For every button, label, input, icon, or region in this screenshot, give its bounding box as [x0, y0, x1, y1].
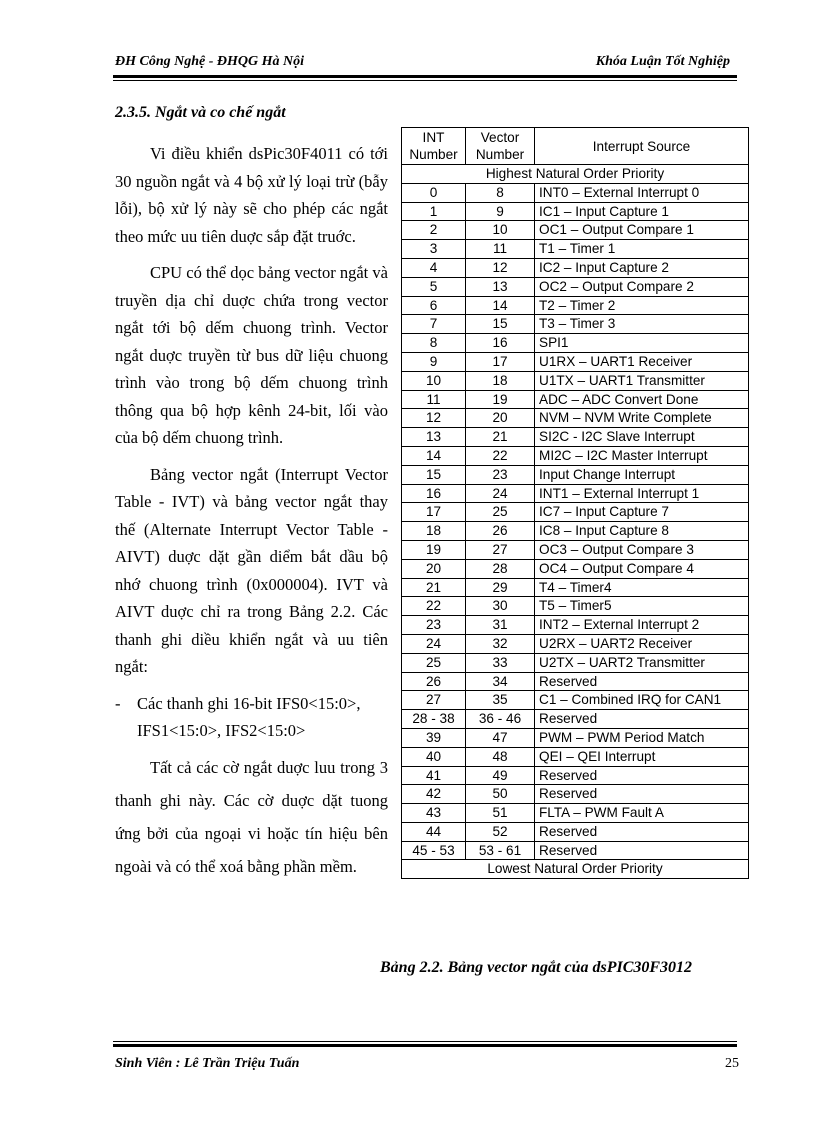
table-row — [402, 202, 749, 221]
table-row — [402, 428, 749, 447]
table-row — [402, 221, 749, 240]
int-number-cell: 0 — [402, 183, 466, 202]
highest-priority-label: Highest Natural Order Priority — [402, 165, 749, 184]
table-row — [402, 465, 749, 484]
vector-number-cell: 11 — [466, 240, 535, 259]
table-row — [402, 822, 749, 841]
vector-number-cell: 10 — [466, 221, 535, 240]
vector-number-cell: 25 — [466, 503, 535, 522]
section-title: 2.3.5. Ngắt và co chế ngắt — [115, 104, 286, 121]
interrupt-source-cell: ADC – ADC Convert Done — [535, 390, 749, 409]
list-dash: - — [115, 693, 121, 713]
int-number-cell: 4 — [402, 258, 466, 277]
table-row — [402, 653, 749, 672]
int-number-cell: 9 — [402, 352, 466, 371]
int-number-cell: 12 — [402, 409, 466, 428]
vector-number-cell: 35 — [466, 691, 535, 710]
int-number-cell: 43 — [402, 804, 466, 823]
lowest-priority-label: Lowest Natural Order Priority — [402, 860, 749, 879]
header-rule — [113, 75, 737, 78]
vector-number-cell: 26 — [466, 522, 535, 541]
table-row — [402, 728, 749, 747]
vector-number-cell: 32 — [466, 634, 535, 653]
header-rule-thin — [113, 80, 737, 81]
footer-rule — [113, 1044, 737, 1047]
interrupt-source-cell: MI2C – I2C Master Interrupt — [535, 446, 749, 465]
interrupt-source-cell: NVM – NVM Write Complete — [535, 409, 749, 428]
table-header-row — [402, 128, 749, 165]
int-number-cell: 28 - 38 — [402, 710, 466, 729]
footer-author: Sinh Viên : Lê Trần Triệu Tuấn — [115, 1056, 300, 1071]
int-number-cell: 41 — [402, 766, 466, 785]
interrupt-source-cell: T3 – Timer 3 — [535, 315, 749, 334]
vector-number-cell: 19 — [466, 390, 535, 409]
page-number: 25 — [725, 1056, 739, 1071]
interrupt-source-cell: Reserved — [535, 672, 749, 691]
table-row — [402, 334, 749, 353]
interrupt-source-cell: FLTA – PWM Fault A — [535, 804, 749, 823]
table-row — [402, 315, 749, 334]
int-number-cell: 24 — [402, 634, 466, 653]
int-number-cell: 11 — [402, 390, 466, 409]
vector-number-cell: 48 — [466, 747, 535, 766]
table-priority-top-row — [402, 165, 749, 184]
table-row — [402, 296, 749, 315]
table-row — [402, 616, 749, 635]
vector-number-cell: 13 — [466, 277, 535, 296]
int-number-cell: 20 — [402, 559, 466, 578]
header-vector-number: Vector Number — [466, 128, 535, 165]
table-row — [402, 540, 749, 559]
paragraph-1: Vi điều khiển dsPic30F4011 có tới 30 nguồn ngắt và 4 bộ xử lý loại trừ (bẫy lỗi), bộ xử lý này sẽ cho phép các ngắt theo mức uu tiên duợc sắp đặt truớc. — [115, 144, 388, 246]
table-row — [402, 672, 749, 691]
table-row — [402, 258, 749, 277]
vector-number-cell: 18 — [466, 371, 535, 390]
vector-number-cell: 22 — [466, 446, 535, 465]
int-number-cell: 22 — [402, 597, 466, 616]
table-caption: Bảng 2.2. Bảng vector ngắt của dsPIC30F3012 — [380, 959, 693, 976]
header-interrupt-source: Interrupt Source — [535, 128, 749, 165]
body-text — [115, 140, 388, 883]
table-row — [402, 277, 749, 296]
table-row — [402, 559, 749, 578]
int-number-cell: 42 — [402, 785, 466, 804]
vector-number-cell: 52 — [466, 822, 535, 841]
int-number-cell: 6 — [402, 296, 466, 315]
paragraph-2: CPU có thể dọc bảng vector ngắt và truyền dịa chỉ duợc chứa trong vector ngắt tới bộ dếm chuong trình. Vector ngắt duợc truyền từ bus dữ liệu chuong trình vào trong bộ dếm chuong trình thông qua bộ hợp kênh 24-bit, lối vào của bộ dếm chuong trình. — [115, 263, 388, 447]
vector-number-cell: 17 — [466, 352, 535, 371]
int-number-cell: 2 — [402, 221, 466, 240]
int-number-cell: 26 — [402, 672, 466, 691]
interrupt-source-cell: OC3 – Output Compare 3 — [535, 540, 749, 559]
vector-number-cell: 12 — [466, 258, 535, 277]
vector-number-cell: 50 — [466, 785, 535, 804]
interrupt-source-cell: U2TX – UART2 Transmitter — [535, 653, 749, 672]
interrupt-source-cell: IC7 – Input Capture 7 — [535, 503, 749, 522]
paragraph-4: Tất cả các cờ ngắt duợc luu trong 3 thanh ghi này. Các cờ duợc dặt tuong ứng bởi của ngoại vi hoặc tín hiệu bên ngoài và có thể xoá bằng phần mềm. — [115, 757, 388, 876]
table-row — [402, 240, 749, 259]
table-row — [402, 446, 749, 465]
interrupt-source-cell: Reserved — [535, 766, 749, 785]
vector-number-cell: 30 — [466, 597, 535, 616]
table-row — [402, 710, 749, 729]
int-number-cell: 44 — [402, 822, 466, 841]
interrupt-source-cell: C1 – Combined IRQ for CAN1 — [535, 691, 749, 710]
vector-number-cell: 49 — [466, 766, 535, 785]
int-number-cell: 13 — [402, 428, 466, 447]
table-row — [402, 578, 749, 597]
interrupt-source-cell: OC4 – Output Compare 4 — [535, 559, 749, 578]
interrupt-source-cell: T5 – Timer5 — [535, 597, 749, 616]
interrupt-source-cell: INT0 – External Interrupt 0 — [535, 183, 749, 202]
table-row — [402, 841, 749, 860]
vector-number-cell: 53 - 61 — [466, 841, 535, 860]
table-row — [402, 371, 749, 390]
interrupt-source-cell: T4 – Timer4 — [535, 578, 749, 597]
vector-number-cell: 28 — [466, 559, 535, 578]
int-number-cell: 1 — [402, 202, 466, 221]
int-number-cell: 10 — [402, 371, 466, 390]
interrupt-source-cell: Reserved — [535, 710, 749, 729]
interrupt-source-cell: U1TX – UART1 Transmitter — [535, 371, 749, 390]
table-row — [402, 390, 749, 409]
header-right-text: Khóa Luận Tốt Nghiệp — [595, 54, 730, 69]
table-row — [402, 183, 749, 202]
int-number-cell: 23 — [402, 616, 466, 635]
vector-number-cell: 20 — [466, 409, 535, 428]
interrupt-source-cell: U2RX – UART2 Receiver — [535, 634, 749, 653]
table-row — [402, 597, 749, 616]
interrupt-source-cell: Reserved — [535, 841, 749, 860]
int-number-cell: 45 - 53 — [402, 841, 466, 860]
interrupt-source-cell: INT2 – External Interrupt 2 — [535, 616, 749, 635]
vector-number-cell: 8 — [466, 183, 535, 202]
int-number-cell: 14 — [402, 446, 466, 465]
int-number-cell: 3 — [402, 240, 466, 259]
interrupt-source-cell: Reserved — [535, 822, 749, 841]
interrupt-source-cell: T2 – Timer 2 — [535, 296, 749, 315]
table-row — [402, 785, 749, 804]
vector-number-cell: 27 — [466, 540, 535, 559]
int-number-cell: 25 — [402, 653, 466, 672]
list-item-text: Các thanh ghi 16-bit IFS0<15:0>, IFS1<15:0>, IFS2<15:0> — [137, 693, 361, 740]
int-number-cell: 19 — [402, 540, 466, 559]
table-row — [402, 691, 749, 710]
interrupt-source-cell: Reserved — [535, 785, 749, 804]
vector-number-cell: 51 — [466, 804, 535, 823]
vector-number-cell: 31 — [466, 616, 535, 635]
interrupt-source-cell: IC8 – Input Capture 8 — [535, 522, 749, 541]
interrupt-source-cell: QEI – QEI Interrupt — [535, 747, 749, 766]
int-number-cell: 17 — [402, 503, 466, 522]
interrupt-source-cell: SPI1 — [535, 334, 749, 353]
interrupt-source-cell: PWM – PWM Period Match — [535, 728, 749, 747]
vector-number-cell: 33 — [466, 653, 535, 672]
int-number-cell: 8 — [402, 334, 466, 353]
interrupt-source-cell: IC2 – Input Capture 2 — [535, 258, 749, 277]
interrupt-source-cell: U1RX – UART1 Receiver — [535, 352, 749, 371]
interrupt-source-cell: IC1 – Input Capture 1 — [535, 202, 749, 221]
header-int-number: INT Number — [402, 128, 466, 165]
vector-number-cell: 29 — [466, 578, 535, 597]
interrupt-source-cell: T1 – Timer 1 — [535, 240, 749, 259]
vector-number-cell: 14 — [466, 296, 535, 315]
int-number-cell: 18 — [402, 522, 466, 541]
paragraph-3: Bảng vector ngắt (Interrupt Vector Table - IVT) và bảng vector ngắt thay thế (Alternate Interrupt Vector Table - AIVT) duợc dặt gần diểm bắt dầu bộ nhớ chuong trình (0x000004). IVT và AIVT duợc chỉ ra trong Bảng 2.2. Các thanh ghi diều khiển ngắt và uu tiên ngắt: — [115, 464, 388, 676]
vector-number-cell: 9 — [466, 202, 535, 221]
vector-number-cell: 47 — [466, 728, 535, 747]
table-row — [402, 766, 749, 785]
table-priority-bottom-row — [402, 860, 749, 879]
int-number-cell: 39 — [402, 728, 466, 747]
header-left-text: ĐH Công Nghệ - ĐHQG Hà Nội — [115, 54, 305, 69]
vector-number-cell: 16 — [466, 334, 535, 353]
interrupt-source-cell: OC2 – Output Compare 2 — [535, 277, 749, 296]
vector-number-cell: 23 — [466, 465, 535, 484]
int-number-cell: 40 — [402, 747, 466, 766]
footer-rule-thin — [113, 1041, 737, 1042]
interrupt-source-cell: Input Change Interrupt — [535, 465, 749, 484]
table-row — [402, 747, 749, 766]
int-number-cell: 21 — [402, 578, 466, 597]
vector-number-cell: 24 — [466, 484, 535, 503]
table-row — [402, 634, 749, 653]
table-row — [402, 352, 749, 371]
table-row — [402, 503, 749, 522]
vector-number-cell: 21 — [466, 428, 535, 447]
table-row — [402, 522, 749, 541]
int-number-cell: 7 — [402, 315, 466, 334]
int-number-cell: 27 — [402, 691, 466, 710]
table-row — [402, 804, 749, 823]
interrupt-vector-table — [401, 127, 749, 879]
table-row — [402, 409, 749, 428]
vector-number-cell: 36 - 46 — [466, 710, 535, 729]
interrupt-source-cell: SI2C - I2C Slave Interrupt — [535, 428, 749, 447]
interrupt-source-cell: OC1 – Output Compare 1 — [535, 221, 749, 240]
int-number-cell: 16 — [402, 484, 466, 503]
vector-number-cell: 15 — [466, 315, 535, 334]
table-row — [402, 484, 749, 503]
interrupt-source-cell: INT1 – External Interrupt 1 — [535, 484, 749, 503]
int-number-cell: 5 — [402, 277, 466, 296]
list-item — [115, 690, 388, 745]
int-number-cell: 15 — [402, 465, 466, 484]
vector-number-cell: 34 — [466, 672, 535, 691]
